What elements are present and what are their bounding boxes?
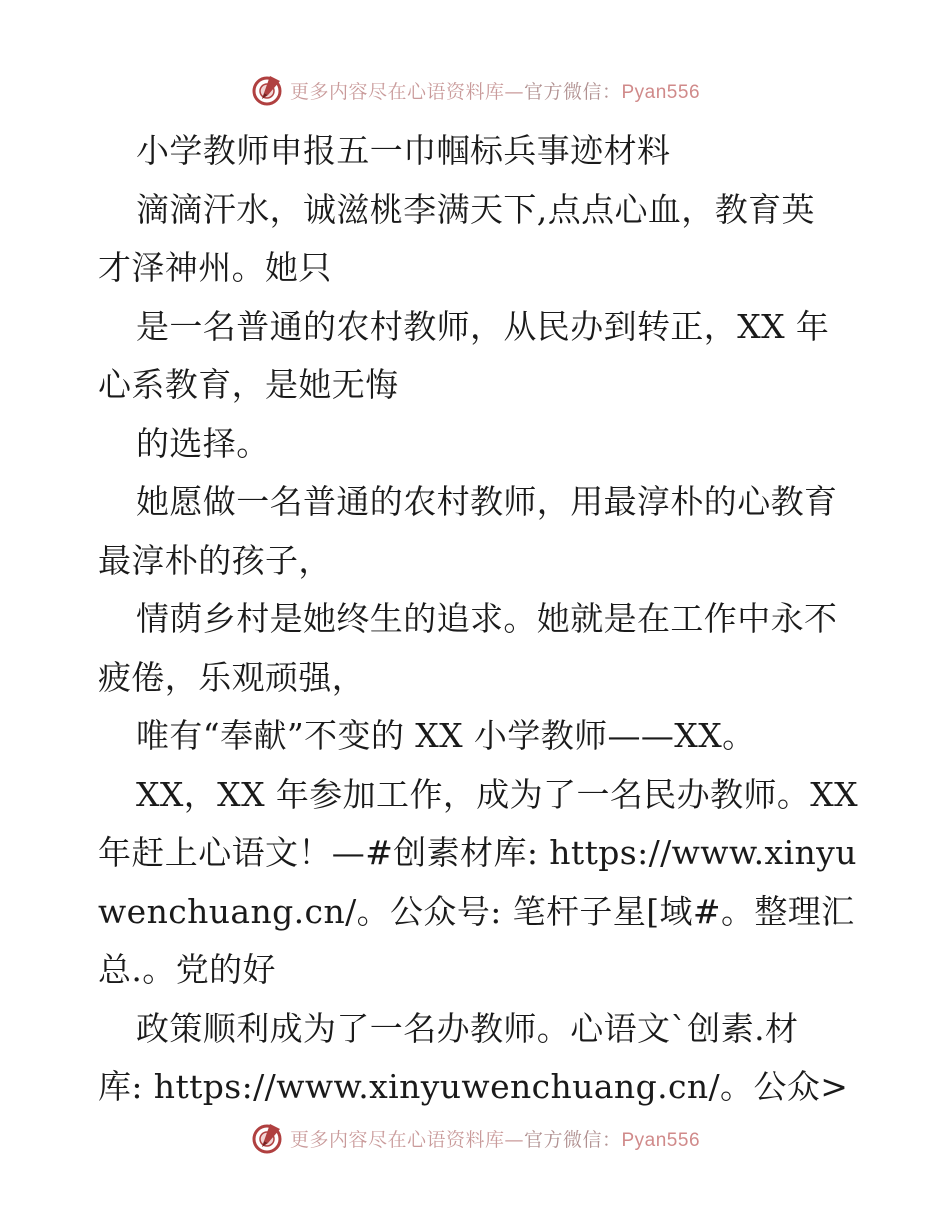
footer-banner — [0, 1118, 950, 1158]
doc-line: 总.。党的好 — [98, 950, 276, 989]
document-body — [98, 122, 858, 1117]
footer-banner-main: 更多内容尽在心语资料库 — [289, 1128, 505, 1151]
header-banner-main: 更多内容尽在心语资料库 — [289, 80, 505, 103]
header-banner-dash: — — [504, 80, 524, 103]
header-banner-wechat-label: 官方微信： — [523, 80, 622, 103]
header-banner-text — [290, 77, 700, 104]
doc-line: 的选择。 — [136, 423, 270, 463]
doc-title: 小学教师申报五一巾帼标兵事迹材料 — [136, 131, 671, 170]
header-banner — [0, 70, 950, 110]
doc-line: 心系教育，是她无悔 — [98, 365, 399, 404]
doc-line: XX，XX 年参加工作，成为了一名民办教师。XX — [136, 774, 859, 814]
doc-line: 最淳朴的孩子， — [98, 540, 332, 580]
footer-banner-text — [290, 1125, 700, 1152]
footer-banner-inner — [250, 1121, 700, 1155]
doc-line: 她愿做一名普通的农村教师，用最淳朴的心教育 — [136, 482, 838, 521]
doc-line: 才泽神州。她只 — [98, 248, 332, 287]
footer-banner-wechat-label: 官方微信： — [523, 1128, 622, 1151]
footer-banner-dash: — — [504, 1128, 524, 1151]
doc-line: 库: https://www.xinyuwenchuang.cn/。公众> — [98, 1067, 849, 1106]
pen-logo-icon — [250, 73, 284, 107]
footer-banner-account: Pyan556 — [621, 1129, 701, 1151]
pen-logo-icon — [250, 1121, 284, 1155]
doc-line: 情荫乡村是她终生的追求。她就是在工作中永不 — [136, 599, 838, 638]
doc-line: 滴滴汗水，诚滋桃李满天下,点点心血，教育英 — [136, 189, 815, 229]
doc-line: 是一名普通的农村教师，从民办到转正，XX 年 — [136, 306, 830, 346]
doc-line: 唯有“奉献”不变的 XX 小学教师——XX。 — [136, 716, 756, 755]
doc-line: 政策顺利成为了一名办教师。心语文`创素.材 — [136, 1008, 799, 1048]
doc-line: wenchuang.cn/。公众号: 笔杆子星[域#。整理汇 — [98, 891, 855, 931]
header-banner-inner — [250, 73, 700, 107]
header-banner-account: Pyan556 — [621, 81, 701, 103]
doc-line: 年赶上心语文！—#创素材库: https://www.xinyu — [98, 833, 857, 872]
doc-line: 疲倦，乐观顽强， — [98, 657, 366, 697]
